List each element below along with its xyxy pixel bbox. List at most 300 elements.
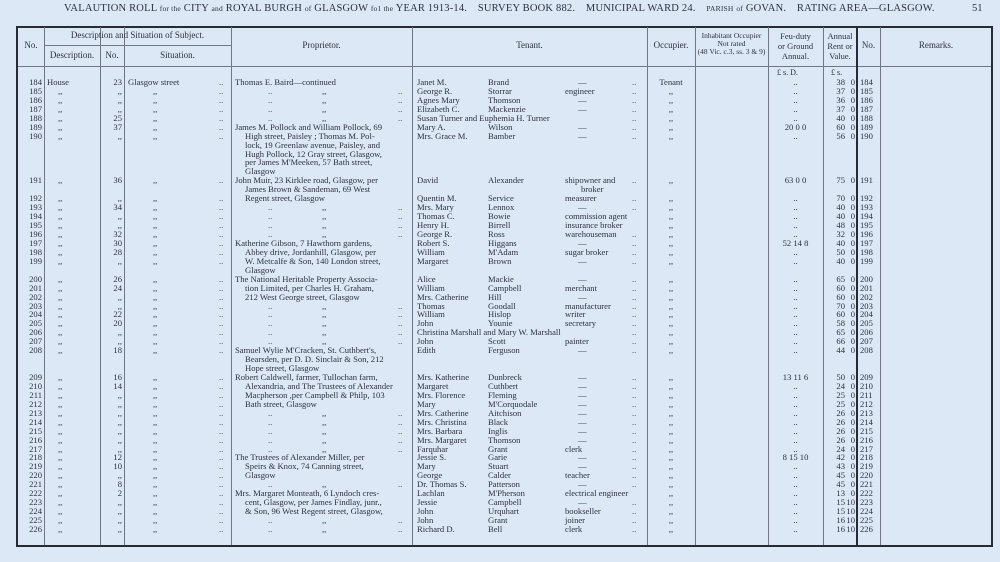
- proprietor: Thomas E. Baird—continued: [235, 77, 336, 87]
- tenant-surname: M'Corquodale: [488, 398, 538, 409]
- tenant-surname: Stuart: [488, 461, 509, 472]
- entry-number-right: 195: [860, 220, 873, 231]
- rent-shillings: 0: [850, 220, 855, 231]
- description: House: [47, 77, 69, 87]
- entry-number-right: 205: [860, 318, 873, 329]
- occupier: ,,: [668, 515, 674, 526]
- tenant-surname: Ross: [488, 228, 505, 239]
- rent-shillings: 0: [850, 309, 855, 320]
- tenant-surname: Inglis: [488, 425, 508, 436]
- situation: ,,: [153, 380, 158, 391]
- tenant-first-name: David: [417, 175, 439, 186]
- proprietor-ditto: ,,: [322, 425, 327, 436]
- col-header-proprietor: Proprietor.: [302, 40, 341, 50]
- rent-shillings: 10: [846, 515, 855, 526]
- house-number: ,,: [117, 130, 122, 141]
- leader-dots: ..: [219, 273, 224, 284]
- rent-pounds: 65: [836, 273, 845, 284]
- proprietor-continued: W. Metcalfe & Son, 140 London street,: [245, 255, 381, 266]
- leader-dots: ..: [632, 416, 637, 427]
- description: ,,: [58, 515, 63, 526]
- feu-duty: ..: [793, 461, 798, 472]
- situation: ,,: [153, 515, 158, 526]
- description: ,,: [58, 470, 63, 481]
- entry-number-right: 207: [860, 336, 873, 347]
- entry-number-right: 216: [860, 434, 873, 445]
- description: ,,: [58, 497, 63, 508]
- description: ,,: [58, 506, 63, 517]
- tenant-first-name: Richard D.: [417, 524, 455, 534]
- occupier: ,,: [668, 112, 674, 123]
- title-part: GOVAN.: [745, 3, 787, 14]
- tenant-occupation: writer: [565, 309, 586, 320]
- rent-pounds: 43: [836, 461, 845, 472]
- situation: ,,: [153, 300, 158, 311]
- title-part: CITY: [183, 3, 209, 14]
- rent-pounds: 70: [836, 300, 845, 311]
- tenant-occupation: —: [578, 389, 587, 400]
- header-line: Inhabitant Occupier: [701, 31, 762, 40]
- entry-number: 219: [29, 461, 42, 472]
- feu-duty: ..: [793, 398, 798, 409]
- leader-dots: ..: [219, 282, 224, 293]
- description: ,,: [58, 175, 63, 186]
- rent-shillings: 0: [850, 273, 855, 284]
- tenant-surname: Thomson: [488, 434, 521, 445]
- situation: ,,: [153, 220, 158, 231]
- feu-duty: ..: [793, 416, 798, 427]
- leader-dots: ..: [632, 497, 637, 508]
- header-line: Value.: [829, 51, 851, 61]
- feu-duty: ..: [793, 434, 798, 445]
- proprietor-ditto: ,,: [322, 524, 327, 534]
- leader-dots: ..: [632, 282, 637, 293]
- entry-number: 210: [29, 380, 42, 391]
- occupier: ,,: [668, 416, 674, 427]
- leader-dots: ..: [268, 434, 273, 445]
- rent-pounds: 58: [836, 318, 845, 329]
- entry-number-right: 186: [860, 94, 873, 105]
- proprietor-continued: Alexandria, and The Trustees of Alexander: [245, 380, 393, 391]
- rent-shillings: 0: [850, 372, 855, 383]
- entry-number-right: 203: [860, 300, 873, 311]
- tenant-full-name: Susan Turner and Euphemia H. Turner: [417, 112, 550, 123]
- header-line: Annual.: [781, 51, 810, 61]
- occupier: ,,: [668, 524, 674, 534]
- situation: ,,: [153, 211, 158, 222]
- tenant-occupation: electrical engineer: [565, 488, 629, 499]
- entry-number-right: 225: [860, 515, 873, 526]
- house-number: ,,: [117, 506, 122, 517]
- leader-dots: ..: [219, 425, 224, 436]
- description: ,,: [58, 327, 63, 338]
- tenant-first-name: Mrs. Margaret: [417, 434, 467, 445]
- tenant-surname: Garie: [488, 452, 508, 463]
- leader-dots: ..: [398, 434, 403, 445]
- tenant-occupation: —: [578, 479, 587, 490]
- leader-dots: ..: [219, 228, 224, 239]
- leader-dots: ..: [268, 416, 273, 427]
- leader-dots: ..: [632, 398, 637, 409]
- rent-shillings: 0: [850, 488, 855, 499]
- description: ,,: [58, 488, 63, 499]
- feu-duty: ..: [793, 85, 798, 96]
- occupier: ,,: [668, 121, 674, 132]
- col-header-house-no: No.: [105, 50, 119, 60]
- feu-duty: ..: [793, 380, 798, 391]
- table-row: [0, 158, 1000, 167]
- leader-dots: ..: [219, 291, 224, 302]
- leader-dots: ..: [398, 94, 403, 105]
- entry-number-right: 206: [860, 327, 873, 338]
- leader-dots: ..: [219, 246, 224, 257]
- tenant-surname: Black: [488, 416, 509, 427]
- occupier: ,,: [668, 211, 674, 222]
- rent-shillings: 0: [850, 443, 855, 454]
- entry-number: 190: [29, 130, 42, 141]
- tenant-first-name: Quentin M.: [417, 193, 457, 204]
- entry-number: 223: [29, 497, 42, 508]
- rent-shillings: 0: [850, 479, 855, 490]
- situation: ,,: [153, 85, 158, 96]
- rent-shillings: 0: [850, 282, 855, 293]
- leader-dots: ..: [632, 318, 637, 329]
- leader-dots: ..: [398, 309, 403, 320]
- rent-shillings: 0: [850, 291, 855, 302]
- proprietor-ditto: ,,: [322, 407, 327, 418]
- tenant-occupation: warehouseman: [565, 228, 617, 239]
- leader-dots: ..: [219, 327, 224, 338]
- proprietor-continued: Regent street, Glasgow: [245, 193, 325, 204]
- rent-shillings: 0: [850, 77, 855, 87]
- tenant-first-name: Farquhar: [417, 443, 449, 454]
- table-row: [0, 257, 1000, 266]
- feu-duty: ..: [793, 336, 798, 347]
- entry-number: 220: [29, 470, 42, 481]
- description: ,,: [58, 228, 63, 239]
- situation: ,,: [153, 282, 158, 293]
- proprietor-continued: Abbey drive, Jordanhill, Glasgow, per: [245, 246, 376, 257]
- situation: ,,: [153, 112, 158, 123]
- description: ,,: [58, 220, 63, 231]
- occupier: ,,: [668, 488, 674, 499]
- leader-dots: ..: [632, 470, 637, 481]
- tenant-occupation: —: [578, 77, 587, 87]
- rent-pounds: 50: [836, 246, 845, 257]
- leader-dots: ..: [632, 345, 637, 356]
- leader-dots: ..: [632, 112, 637, 123]
- leader-dots: ..: [268, 300, 273, 311]
- feu-duty: ..: [793, 246, 798, 257]
- leader-dots: ..: [268, 327, 273, 338]
- tenant-occupation: —: [578, 202, 587, 213]
- occupier: ,,: [668, 479, 674, 490]
- tenant-occupation-continued: broker: [581, 184, 604, 195]
- feu-duty: ..: [793, 524, 798, 534]
- entry-number-right: 199: [860, 255, 873, 266]
- feu-duty: ..: [793, 255, 798, 266]
- leader-dots: ..: [632, 291, 637, 302]
- leader-dots: ..: [398, 407, 403, 418]
- rent-pounds: 48: [836, 220, 845, 231]
- col-header-no: No.: [24, 40, 38, 50]
- entry-number-right: 215: [860, 425, 873, 436]
- situation: ,,: [153, 452, 158, 463]
- entry-number-right: 222: [860, 488, 873, 499]
- leader-dots: ..: [398, 211, 403, 222]
- leader-dots: ..: [632, 461, 637, 472]
- tenant-occupation: —: [578, 452, 587, 463]
- leader-dots: ..: [398, 336, 403, 347]
- rent-pounds: 40: [836, 255, 845, 266]
- entry-number: 214: [29, 416, 42, 427]
- entry-number-right: 202: [860, 291, 873, 302]
- leader-dots: ..: [268, 228, 273, 239]
- occupier: ,,: [668, 309, 674, 320]
- table-top-border: [16, 26, 993, 28]
- feu-duty: ..: [793, 211, 798, 222]
- tenant-first-name: William: [417, 246, 445, 257]
- leader-dots: ..: [632, 506, 637, 517]
- description: ,,: [58, 407, 63, 418]
- entry-number: 195: [29, 220, 42, 231]
- description: ,,: [58, 273, 63, 284]
- leader-dots: ..: [398, 443, 403, 454]
- tenant-first-name: Mrs. Catherine: [417, 407, 469, 418]
- proprietor-ditto: ,,: [322, 103, 327, 114]
- tenant-occupation: joiner: [565, 515, 586, 526]
- proprietor-continued: Bearsden, per D. D. Sinclair & Son, 212: [245, 354, 384, 365]
- rent-shillings: 0: [850, 461, 855, 472]
- rent-shillings: 0: [850, 237, 855, 248]
- situation: ,,: [153, 246, 158, 257]
- leader-dots: ..: [632, 389, 637, 400]
- feu-duty: ..: [793, 291, 798, 302]
- proprietor-continued: per James M'Meeken, 57 Bath street,: [245, 157, 373, 168]
- tenant-first-name: Henry H.: [417, 220, 449, 231]
- leader-dots: ..: [632, 336, 637, 347]
- tenant-occupation: —: [578, 121, 587, 132]
- entry-number-right: 221: [860, 479, 873, 490]
- tenant-occupation: clerk: [565, 524, 583, 534]
- tenant-surname: Scott: [488, 336, 506, 347]
- leader-dots: ..: [632, 425, 637, 436]
- description: ,,: [58, 452, 63, 463]
- leader-dots: ..: [219, 452, 224, 463]
- proprietor-continued: James Brown & Sandeman, 69 West: [245, 184, 371, 195]
- title-part: ROYAL BURGH: [225, 3, 302, 14]
- leader-dots: ..: [268, 220, 273, 231]
- house-number: ,,: [117, 211, 122, 222]
- house-number: ,,: [117, 425, 122, 436]
- leader-dots: ..: [632, 452, 637, 463]
- leader-dots: ..: [268, 103, 273, 114]
- tenant-first-name: Thomas C.: [417, 211, 455, 222]
- proprietor-ditto: ,,: [322, 112, 327, 123]
- entry-number-right: 211: [860, 389, 873, 400]
- leader-dots: ..: [219, 85, 224, 96]
- description: ,,: [58, 202, 63, 213]
- tenant-surname: Hill: [488, 291, 502, 302]
- house-number: ,,: [117, 85, 122, 96]
- tenant-occupation: secretary: [565, 318, 597, 329]
- house-number: ,,: [117, 515, 122, 526]
- entry-number-right: 208: [860, 345, 873, 356]
- leader-dots: ..: [219, 112, 224, 123]
- tenant-surname: Ferguson: [488, 345, 520, 356]
- rent-shillings: 0: [850, 434, 855, 445]
- proprietor-ditto: ,,: [322, 515, 327, 526]
- proprietor: Robert Caldwell, farmer, Tullochan farm,: [235, 372, 378, 383]
- tenant-first-name: George: [417, 470, 443, 481]
- occupier: ,,: [668, 380, 674, 391]
- house-number: 34: [113, 202, 122, 213]
- rent-shillings: 0: [850, 121, 855, 132]
- tenant-surname: Dunbreck: [488, 372, 522, 383]
- leader-dots: ..: [398, 327, 403, 338]
- entry-number-right: 198: [860, 246, 873, 257]
- proprietor: The Trustees of Alexander Miller, per: [235, 452, 365, 463]
- entry-number: 196: [29, 228, 42, 239]
- tenant-occupation: —: [578, 94, 587, 105]
- table-row: [0, 132, 1000, 141]
- description: ,,: [58, 103, 63, 114]
- feu-duty: ..: [793, 515, 798, 526]
- tenant-occupation: engineer: [565, 85, 595, 96]
- leader-dots: ..: [398, 103, 403, 114]
- tenant-occupation: —: [578, 372, 587, 383]
- header-line: or Ground: [777, 41, 814, 51]
- tenant-occupation: —: [578, 407, 587, 418]
- rent-pounds: 44: [836, 345, 845, 356]
- tenant-surname: Fleming: [488, 389, 517, 400]
- situation: ,,: [153, 488, 158, 499]
- entry-number: 198: [29, 246, 42, 257]
- situation: ,,: [153, 443, 158, 454]
- leader-dots: ..: [268, 318, 273, 329]
- situation: ,,: [153, 121, 158, 132]
- situation: ,,: [153, 291, 158, 302]
- occupier: ,,: [668, 318, 674, 329]
- proprietor: John Muir, 23 Kirklee road, Glasgow, per: [235, 175, 379, 186]
- tenant-surname: Alexander: [488, 175, 524, 186]
- header-subdivider: [44, 45, 231, 46]
- entry-number: 207: [29, 336, 42, 347]
- rent-shillings: 0: [850, 85, 855, 96]
- leader-dots: ..: [219, 211, 224, 222]
- feu-duty: ..: [793, 506, 798, 517]
- rent-shillings: 0: [850, 389, 855, 400]
- feu-duty: ..: [793, 77, 798, 87]
- situation: ,,: [153, 425, 158, 436]
- proprietor-continued: High street, Paisley ; Thomas M. Pol-: [245, 130, 375, 141]
- leader-dots: ..: [632, 85, 637, 96]
- col-header-situation: Situation.: [160, 50, 195, 60]
- leader-dots: ..: [632, 237, 637, 248]
- situation: ,,: [153, 193, 158, 204]
- description: ,,: [58, 524, 63, 534]
- tenant-first-name: Janet M.: [417, 77, 447, 87]
- proprietor-ditto: ,,: [322, 94, 327, 105]
- col-header-tenant: Tenant.: [516, 40, 543, 50]
- feu-duty: ..: [793, 345, 798, 356]
- occupier: ,,: [668, 506, 674, 517]
- occupier: ,,: [668, 336, 674, 347]
- tenant-first-name: Alice: [417, 273, 436, 284]
- description: ,,: [58, 398, 63, 409]
- house-number: ,,: [117, 443, 122, 454]
- entry-number: 209: [29, 372, 42, 383]
- feu-duty: ..: [793, 327, 798, 338]
- tenant-occupation: —: [578, 497, 587, 508]
- house-number: 12: [113, 452, 122, 463]
- leader-dots: ..: [219, 121, 224, 132]
- situation: ,,: [153, 130, 158, 141]
- proprietor-continued: Hugh Pollock, 12 Gray street, Glasgow,: [245, 148, 382, 159]
- situation: ,,: [153, 524, 158, 534]
- rent-pounds: 65: [836, 327, 845, 338]
- entry-number: 202: [29, 291, 42, 302]
- proprietor-ditto: ,,: [322, 309, 327, 320]
- feu-duty: ..: [793, 94, 798, 105]
- feu-duty: ..: [793, 282, 798, 293]
- house-number: ,,: [117, 398, 122, 409]
- description: ,,: [58, 345, 63, 356]
- entry-number-right: 209: [860, 372, 873, 383]
- entry-number-right: 191: [860, 175, 873, 186]
- situation: ,,: [153, 461, 158, 472]
- house-number: 32: [113, 228, 122, 239]
- leader-dots: ..: [219, 202, 224, 213]
- leader-dots: ..: [632, 77, 637, 87]
- house-number: 36: [113, 175, 122, 186]
- tenant-surname: Grant: [488, 515, 508, 526]
- leader-dots: ..: [219, 77, 224, 87]
- house-number: 10: [113, 461, 122, 472]
- proprietor-continued: Hope street, Glasgow: [245, 363, 320, 374]
- occupier: ,,: [668, 85, 674, 96]
- feu-duty: 63 0 0: [784, 175, 807, 186]
- rent-pounds: 40: [836, 211, 845, 222]
- title-part: SURVEY BOOK 882.: [477, 3, 576, 14]
- entry-number-right: 185: [860, 85, 873, 96]
- situation: ,,: [153, 434, 158, 445]
- page-number: 51: [972, 3, 983, 14]
- tenant-occupation: —: [578, 291, 587, 302]
- leader-dots: ..: [632, 130, 637, 141]
- leader-dots: ..: [219, 380, 224, 391]
- description: ,,: [58, 309, 63, 320]
- proprietor-ditto: ,,: [322, 228, 327, 239]
- tenant-surname: Goodall: [488, 300, 516, 311]
- tenant-surname: Brand: [488, 77, 510, 87]
- description: ,,: [58, 380, 63, 391]
- situation: ,,: [153, 398, 158, 409]
- title-part: GLASGOW: [314, 3, 369, 14]
- table-row: [0, 346, 1000, 355]
- feu-duty: ..: [793, 220, 798, 231]
- rent-shillings: 0: [850, 193, 855, 204]
- tenant-occupation: insurance broker: [565, 220, 623, 231]
- leader-dots: ..: [398, 515, 403, 526]
- tenant-surname: Bell: [488, 524, 503, 534]
- house-number: ,,: [117, 407, 122, 418]
- proprietor: Samuel Wylie M'Cracken, St. Cuthbert's,: [235, 345, 377, 356]
- house-number: ,,: [117, 300, 122, 311]
- entry-number: 206: [29, 327, 42, 338]
- leader-dots: ..: [632, 327, 637, 338]
- entry-number: 201: [29, 282, 42, 293]
